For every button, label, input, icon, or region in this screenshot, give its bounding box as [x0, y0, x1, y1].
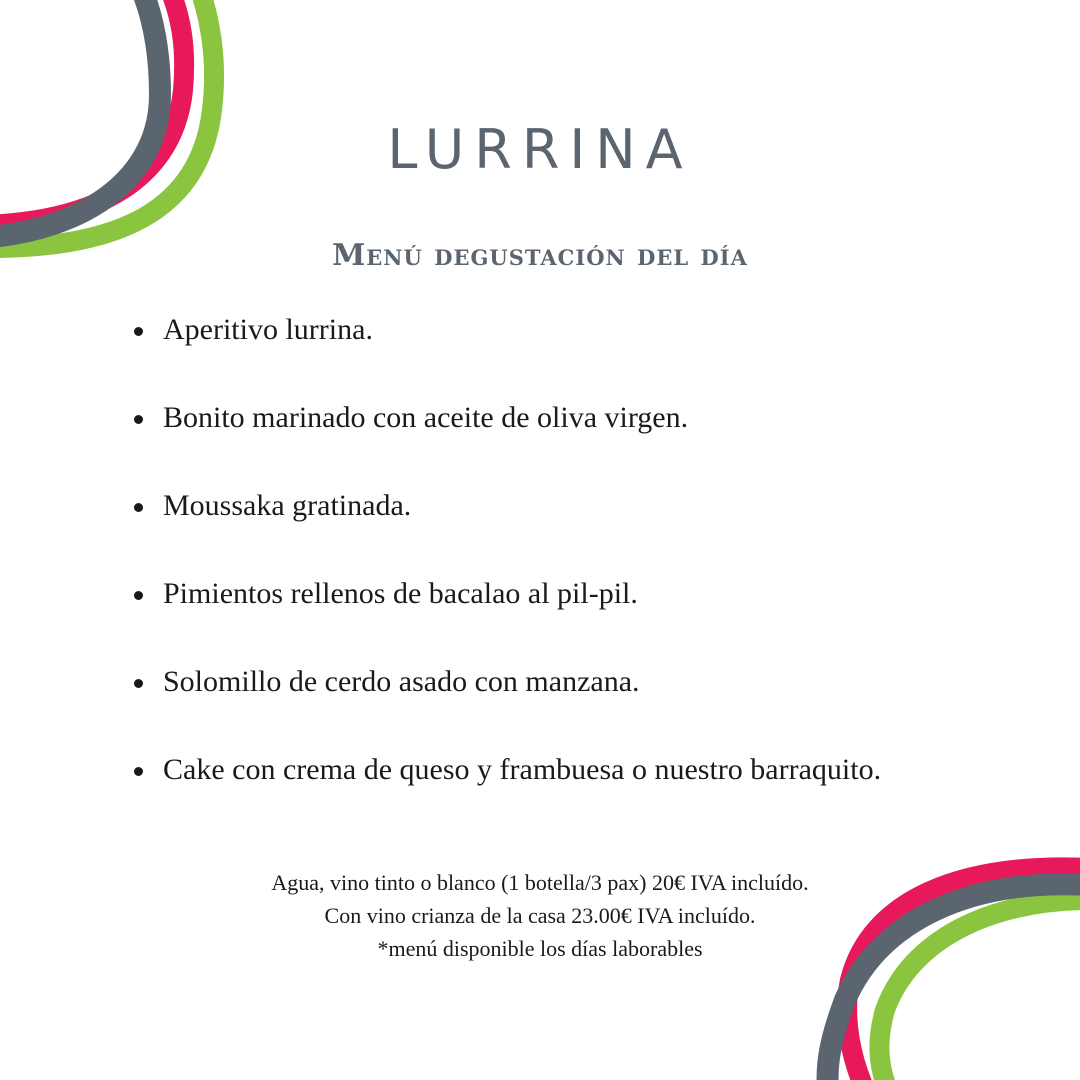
menu-item: Aperitivo lurrina. — [130, 308, 972, 352]
menu-item: Solomillo de cerdo asado con manzana. — [130, 660, 972, 704]
brand-title: LURRINA — [387, 118, 693, 181]
menu-item: Cake con crema de queso y frambuesa o nuestro barraquito. — [130, 748, 972, 792]
menu-list — [130, 308, 972, 836]
drinks-note: Agua, vino tinto o blanco (1 botella/3 pax) 20€ IVA incluído. — [271, 870, 809, 895]
menu-notes — [0, 866, 1080, 965]
menu-item: Bonito marinado con aceite de oliva virgen. — [130, 396, 972, 440]
availability-note: *menú disponible los días laborables — [377, 936, 703, 961]
menu-subtitle: Menú degustación del día — [332, 238, 748, 273]
crianza-note: Con vino crianza de la casa 23.00€ IVA incluído. — [324, 903, 756, 928]
menu-item: Moussaka gratinada. — [130, 484, 972, 528]
menu-item: Pimientos rellenos de bacalao al pil-pil. — [130, 572, 972, 616]
